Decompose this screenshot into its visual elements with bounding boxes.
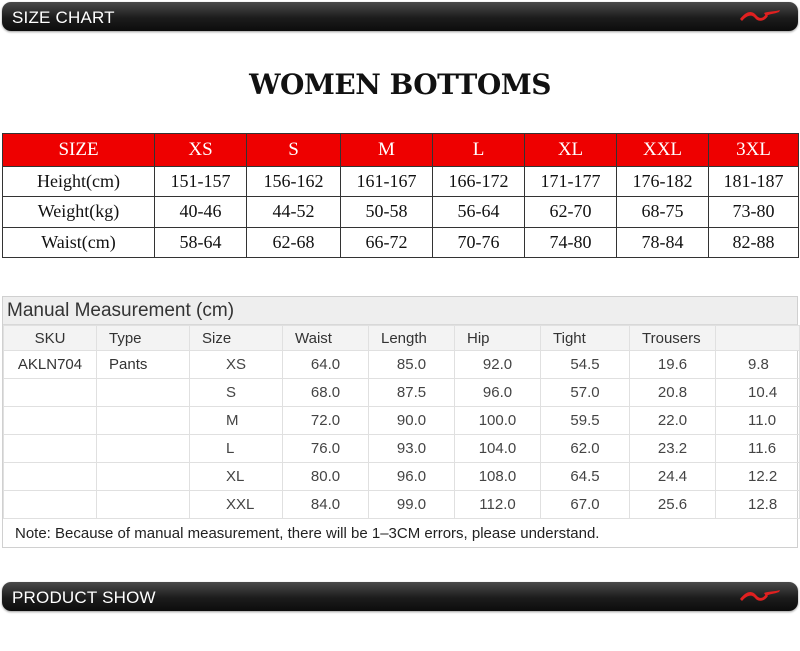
measurement-header-cell: Hip bbox=[455, 326, 541, 351]
measurement-cell bbox=[4, 491, 97, 519]
measurement-cell bbox=[4, 379, 97, 407]
measurement-cell bbox=[97, 407, 190, 435]
size-value-cell: 66-72 bbox=[341, 227, 433, 257]
measurement-cell: XS bbox=[190, 351, 283, 379]
size-chart-banner-label: SIZE CHART bbox=[12, 8, 115, 27]
product-show-banner bbox=[2, 582, 798, 611]
size-value-cell: 62-68 bbox=[247, 227, 341, 257]
measurement-cell: 12.8 bbox=[716, 491, 800, 519]
measurement-cell: 54.5 bbox=[541, 351, 630, 379]
size-value-cell: 82-88 bbox=[709, 227, 799, 257]
size-header-cell: L bbox=[433, 134, 525, 167]
size-row-label: Height(cm) bbox=[3, 167, 155, 197]
table-row bbox=[4, 379, 800, 407]
size-value-cell: 156-162 bbox=[247, 167, 341, 197]
measurement-cell: 93.0 bbox=[369, 435, 455, 463]
size-chart-table bbox=[2, 133, 799, 258]
measurement-cell: S bbox=[190, 379, 283, 407]
manual-measurement-table bbox=[3, 325, 800, 519]
product-show-banner-label: PRODUCT SHOW bbox=[12, 588, 156, 607]
measurement-cell: 84.0 bbox=[283, 491, 369, 519]
size-value-cell: 151-157 bbox=[155, 167, 247, 197]
measurement-cell: 87.5 bbox=[369, 379, 455, 407]
size-chart-row bbox=[3, 197, 799, 227]
measurement-cell: 100.0 bbox=[455, 407, 541, 435]
measurement-cell bbox=[97, 379, 190, 407]
measurement-cell: 96.0 bbox=[369, 463, 455, 491]
measurement-header-cell: Type bbox=[97, 326, 190, 351]
size-value-cell: 68-75 bbox=[617, 197, 709, 227]
size-row-label: Waist(cm) bbox=[3, 227, 155, 257]
size-value-cell: 56-64 bbox=[433, 197, 525, 227]
size-header-cell: XS bbox=[155, 134, 247, 167]
measurement-cell: 85.0 bbox=[369, 351, 455, 379]
manual-measurement-title: Manual Measurement (cm) bbox=[3, 297, 797, 325]
size-chart-row bbox=[3, 167, 799, 197]
size-value-cell: 58-64 bbox=[155, 227, 247, 257]
size-value-cell: 176-182 bbox=[617, 167, 709, 197]
size-value-cell: 166-172 bbox=[433, 167, 525, 197]
measurement-cell: 90.0 bbox=[369, 407, 455, 435]
size-value-cell: 161-167 bbox=[341, 167, 433, 197]
size-value-cell: 44-52 bbox=[247, 197, 341, 227]
measurement-cell: 9.8 bbox=[716, 351, 800, 379]
measurement-cell: 24.4 bbox=[630, 463, 716, 491]
size-header-cell: S bbox=[247, 134, 341, 167]
size-value-cell: 73-80 bbox=[709, 197, 799, 227]
measurement-cell: 72.0 bbox=[283, 407, 369, 435]
size-value-cell: 78-84 bbox=[617, 227, 709, 257]
measurement-cell: 11.6 bbox=[716, 435, 800, 463]
measurement-cell bbox=[97, 463, 190, 491]
measurement-cell: 80.0 bbox=[283, 463, 369, 491]
li-ning-swoosh-icon bbox=[738, 587, 782, 605]
measurement-cell bbox=[4, 463, 97, 491]
page-title: WOMEN BOTTOMS bbox=[249, 68, 551, 101]
size-header-cell: XL bbox=[525, 134, 617, 167]
measurement-cell: 99.0 bbox=[369, 491, 455, 519]
measurement-cell: 22.0 bbox=[630, 407, 716, 435]
measurement-cell: 57.0 bbox=[541, 379, 630, 407]
measurement-cell: 62.0 bbox=[541, 435, 630, 463]
size-value-cell: 40-46 bbox=[155, 197, 247, 227]
size-header-cell: 3XL bbox=[709, 134, 799, 167]
measurement-header-cell: Waist bbox=[283, 326, 369, 351]
size-header-cell: XXL bbox=[617, 134, 709, 167]
measurement-cell: 12.2 bbox=[716, 463, 800, 491]
measurement-cell: 19.6 bbox=[630, 351, 716, 379]
measurement-cell: 68.0 bbox=[283, 379, 369, 407]
measurement-cell: 108.0 bbox=[455, 463, 541, 491]
measurement-cell bbox=[4, 435, 97, 463]
measurement-cell: 10.4 bbox=[716, 379, 800, 407]
measurement-cell: 76.0 bbox=[283, 435, 369, 463]
size-value-cell: 70-76 bbox=[433, 227, 525, 257]
size-value-cell: 50-58 bbox=[341, 197, 433, 227]
measurement-header-cell: Length bbox=[369, 326, 455, 351]
measurement-header-cell: Trousers bbox=[630, 326, 716, 351]
measurement-cell: M bbox=[190, 407, 283, 435]
measurement-note: Note: Because of manual measurement, there will be 1–3CM errors, please understand. bbox=[15, 525, 600, 542]
table-row bbox=[4, 491, 800, 519]
measurement-cell: 112.0 bbox=[455, 491, 541, 519]
size-chart-row bbox=[3, 227, 799, 257]
li-ning-swoosh-icon bbox=[738, 7, 782, 25]
measurement-header-cell: Size bbox=[190, 326, 283, 351]
measurement-cell: Pants bbox=[97, 351, 190, 379]
measurement-cell: XXL bbox=[190, 491, 283, 519]
measurement-cell: 64.0 bbox=[283, 351, 369, 379]
measurement-cell: 25.6 bbox=[630, 491, 716, 519]
measurement-cell: 20.8 bbox=[630, 379, 716, 407]
size-chart-header-row bbox=[3, 134, 799, 167]
measurement-header-cell: SKU bbox=[4, 326, 97, 351]
measurement-cell: 92.0 bbox=[455, 351, 541, 379]
size-value-cell: 62-70 bbox=[525, 197, 617, 227]
table-row bbox=[4, 435, 800, 463]
table-row bbox=[4, 463, 800, 491]
size-row-label: Weight(kg) bbox=[3, 197, 155, 227]
measurement-cell: 11.0 bbox=[716, 407, 800, 435]
measurement-cell: 104.0 bbox=[455, 435, 541, 463]
measurement-cell bbox=[97, 491, 190, 519]
measurement-cell bbox=[4, 407, 97, 435]
measurement-cell: 67.0 bbox=[541, 491, 630, 519]
table-row bbox=[4, 407, 800, 435]
size-chart-banner bbox=[2, 2, 798, 31]
size-value-cell: 74-80 bbox=[525, 227, 617, 257]
size-header-cell: M bbox=[341, 134, 433, 167]
measurement-header-cell bbox=[716, 326, 800, 351]
manual-measurement-panel bbox=[2, 296, 798, 548]
manual-measurement-header-row bbox=[4, 326, 800, 351]
measurement-cell: 64.5 bbox=[541, 463, 630, 491]
measurement-cell: L bbox=[190, 435, 283, 463]
measurement-cell: 23.2 bbox=[630, 435, 716, 463]
measurement-cell: 96.0 bbox=[455, 379, 541, 407]
size-header-label: SIZE bbox=[3, 134, 155, 167]
measurement-header-cell: Tight bbox=[541, 326, 630, 351]
measurement-cell bbox=[97, 435, 190, 463]
table-row bbox=[4, 351, 800, 379]
measurement-cell: AKLN704 bbox=[4, 351, 97, 379]
size-value-cell: 181-187 bbox=[709, 167, 799, 197]
size-value-cell: 171-177 bbox=[525, 167, 617, 197]
measurement-cell: 59.5 bbox=[541, 407, 630, 435]
measurement-cell: XL bbox=[190, 463, 283, 491]
